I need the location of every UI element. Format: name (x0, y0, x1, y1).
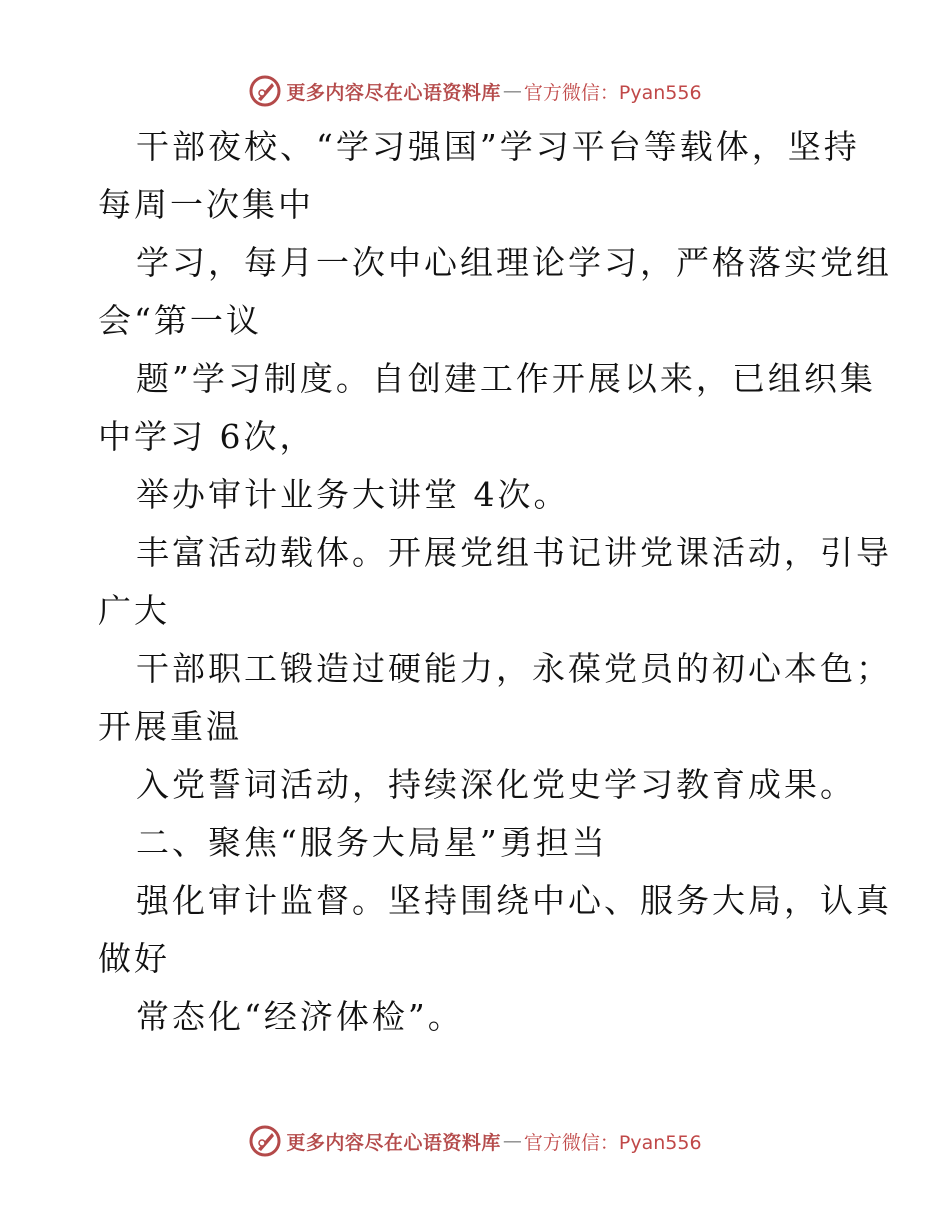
watermark-main-text: 更多内容尽在心语资料库 (286, 1131, 501, 1154)
watermark-contact: 官方微信：Pyan556 (523, 1131, 702, 1154)
text-line: 常态化“经济体检”。 (136, 997, 464, 1036)
document-body (98, 118, 892, 1046)
watermark-dash: — (502, 80, 522, 102)
text-line: 开展重温 (98, 707, 242, 746)
text-line: 干部职工锻造过硬能力，永葆党员的初心本色； (136, 649, 892, 688)
footer-watermark (0, 1124, 950, 1158)
quill-logo-icon (248, 74, 282, 108)
text-line: 会“第一议 (98, 301, 262, 340)
text-line: 做好 (98, 939, 170, 978)
watermark-main-text: 更多内容尽在心语资料库 (286, 81, 501, 104)
text-line: 二、聚焦“服务大局星”勇担当 (136, 823, 608, 862)
text-line: 广大 (98, 591, 170, 630)
text-line: 学习，每月一次中心组理论学习，严格落实党组 (136, 243, 892, 282)
text-line: 干部夜校、“学习强国”学习平台等载体，坚持 (136, 127, 860, 166)
text-line: 中学习 6次， (98, 417, 316, 456)
watermark-dash: — (502, 1130, 522, 1152)
text-line: 入党誓词活动，持续深化党史学习教育成果。 (136, 765, 856, 804)
header-watermark (0, 74, 950, 108)
text-line: 丰富活动载体。开展党组书记讲党课活动，引导 (136, 533, 892, 572)
watermark-contact: 官方微信：Pyan556 (523, 81, 702, 104)
text-line: 题”学习制度。自创建工作开展以来，已组织集 (136, 359, 876, 398)
text-line: 举办审计业务大讲堂 4次。 (136, 475, 570, 514)
text-line: 强化审计监督。坚持围绕中心、服务大局，认真 (136, 881, 892, 920)
quill-logo-icon (248, 1124, 282, 1158)
text-line: 每周一次集中 (98, 185, 314, 224)
